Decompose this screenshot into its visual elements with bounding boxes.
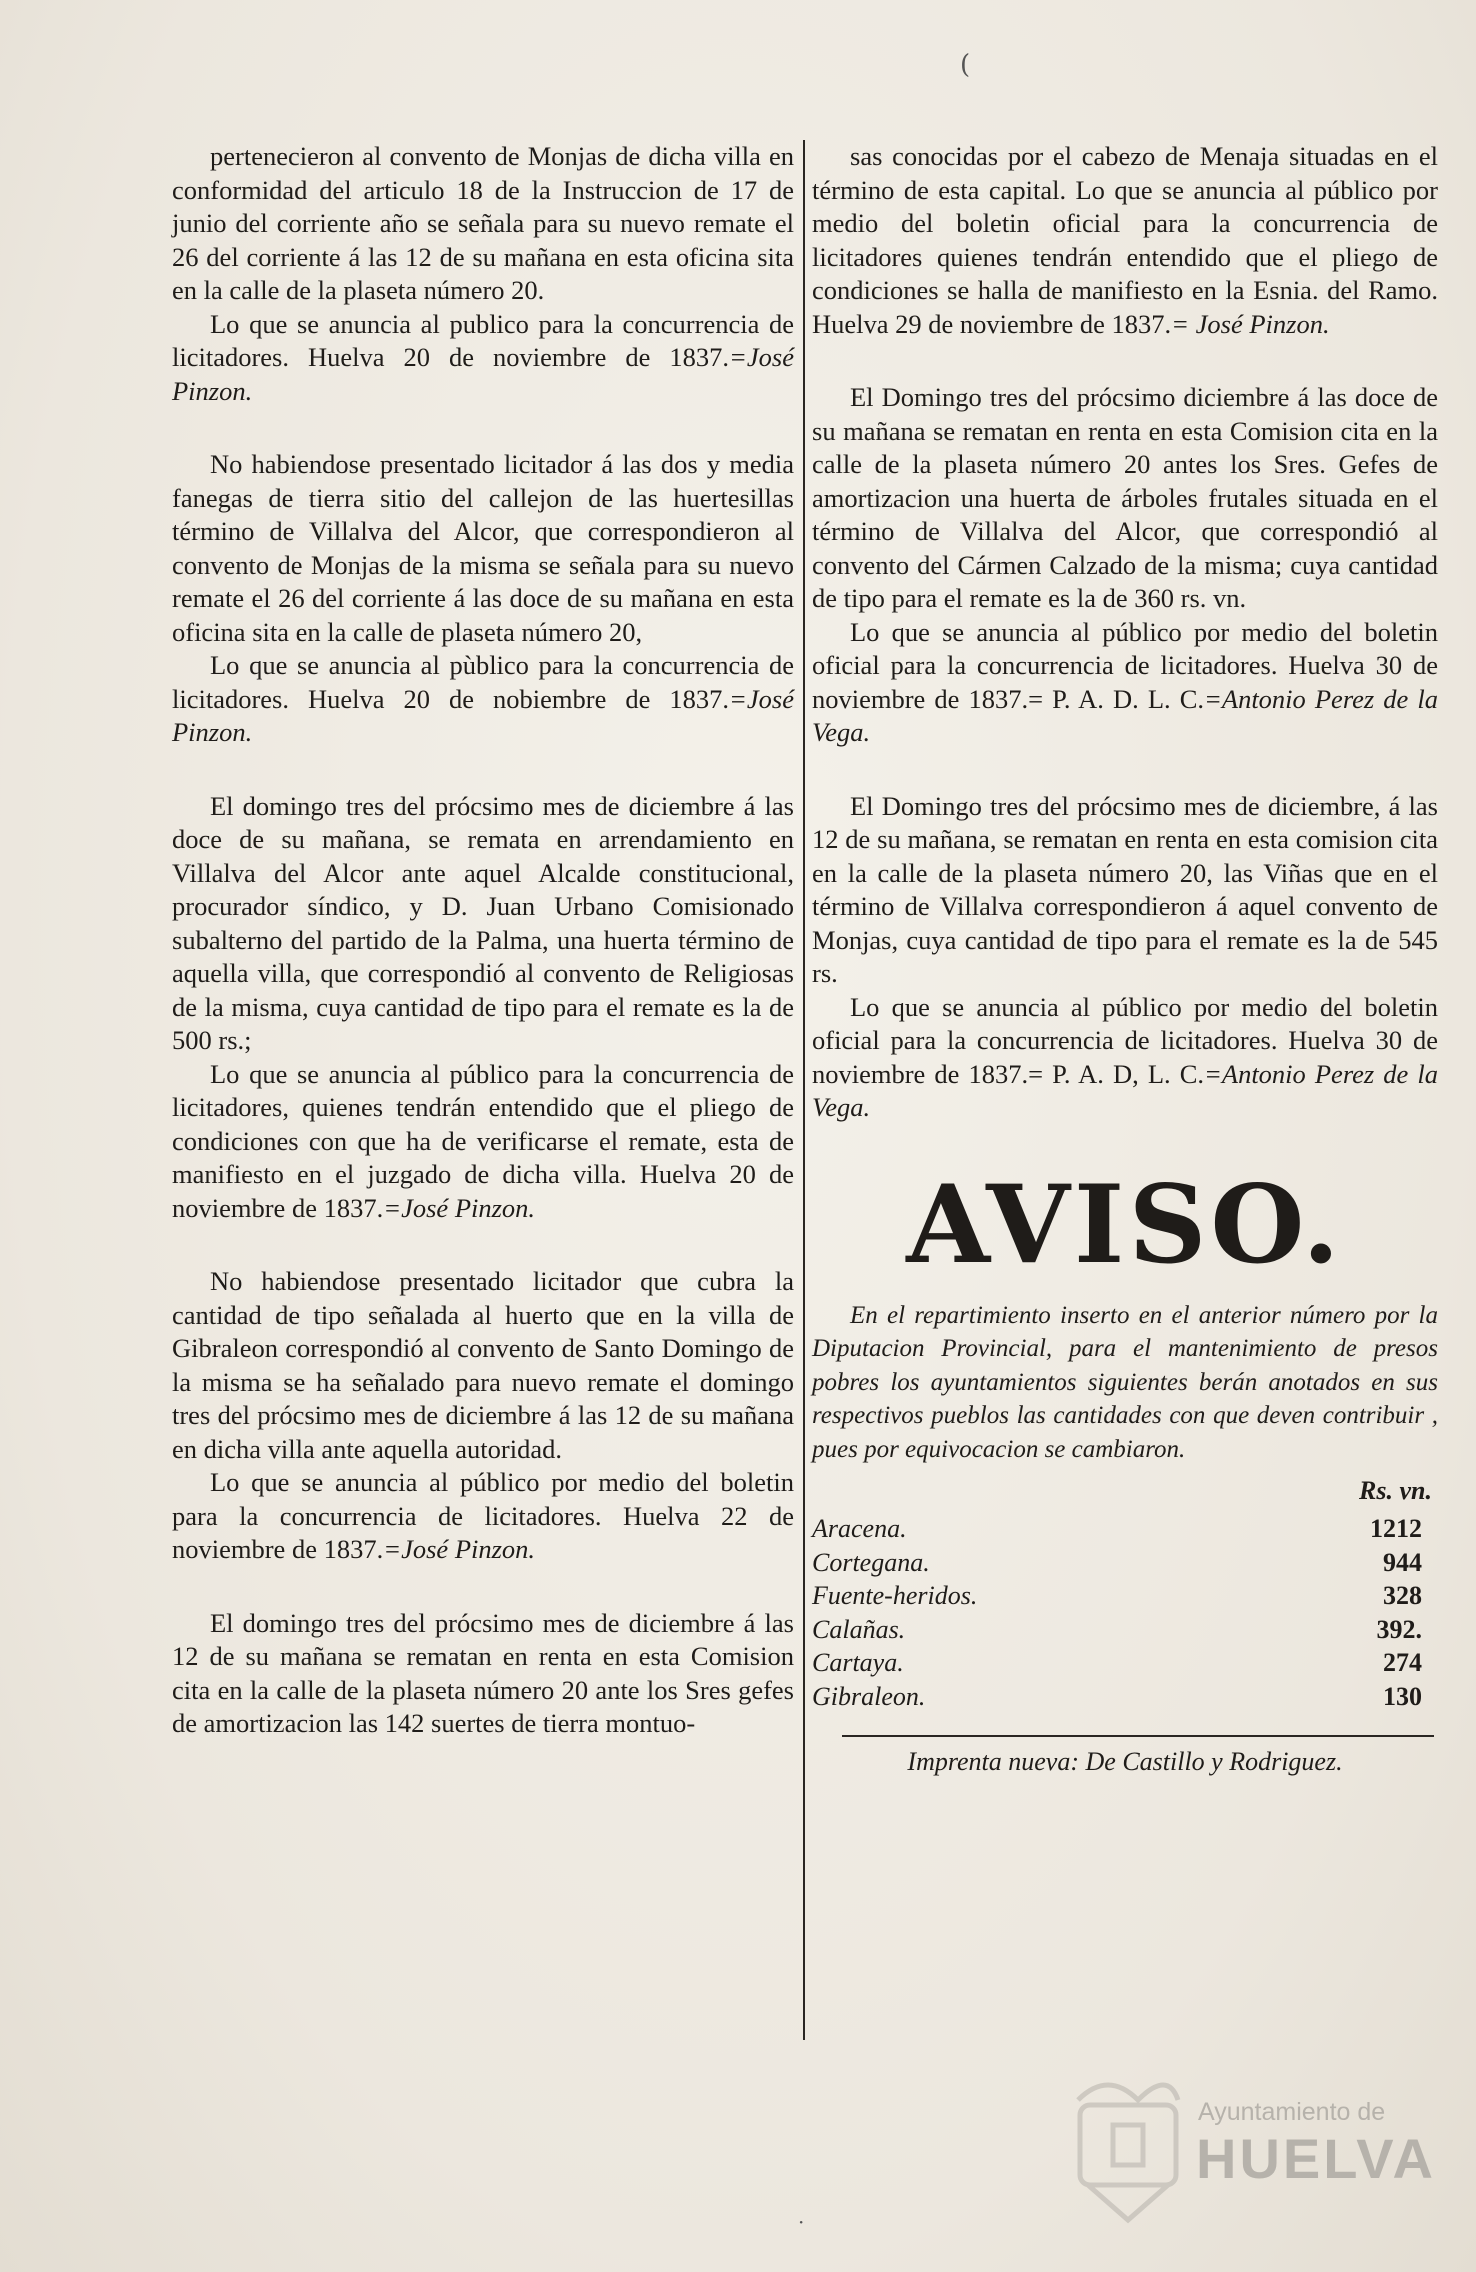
paragraph-text: Lo que se anuncia al publico para la concurrencia de licitadores. Huelva 20 de noviembre de 1837. <box>172 308 794 372</box>
signature: =Antonio Perez de la Vega. <box>812 683 1438 747</box>
notice-paragraph <box>172 140 794 308</box>
signature: =José Pinzon. <box>383 1534 536 1564</box>
notice-paragraph <box>812 616 1438 750</box>
contribution-table <box>812 1512 1432 1713</box>
town-name: Aracena. <box>812 1514 907 1543</box>
notice-paragraph <box>172 448 794 649</box>
aviso-text: En el repartimiento inserto en el anterior número por la Diputacion Provincial, para el mantenimiento de presos pobres los ayuntamientos siguientes berán anotados en sus respectivos pueblos las cantidades con que deven contribuir , pues por equivocacion se cambiaron. <box>812 1301 1438 1463</box>
town-name: Cartaya. <box>812 1648 904 1677</box>
paragraph-text: sas conocidas por el cabezo de Menaja situadas en el término de esta capital. Lo que se anuncia al público por medio del boletin oficial para la concurrencia de licitadores quienes tendrán entendido que el pliego de condiciones se halla de manifiesto en la Esnia. del Ramo. Huelva 29 de noviembre de 1837. <box>812 141 1438 339</box>
paragraph-text: Lo que se anuncia al público para la concurrencia de licitadores, quienes tendrán entendido que el pliego de condiciones con que ha de verificarse el remate, esta de manifiesto en el juzgado de dicha villa. Huelva 20 de noviembre de 1837. <box>172 1058 794 1223</box>
notice-paragraph <box>172 649 794 750</box>
footer-rule <box>842 1735 1434 1737</box>
left-column <box>172 140 794 1781</box>
paragraph-text: No habiendose presentado licitador á las dos y media fanegas de tierra sitio del callejon de las huertesillas término de Villalva del Alcor, que correspondieron al convento de Monjas de la misma se señala para su nuevo remate el 26 del corriente á las doce de su mañana en esta oficina sita en la calle de plaseta número 20, <box>172 449 794 647</box>
notice-paragraph <box>812 790 1438 991</box>
notice-paragraph <box>172 308 794 409</box>
top-mark: ( <box>960 50 971 80</box>
paragraph-text: Lo que se anuncia al público por medio del boletin oficial para la concurrencia de licitadores. Huelva 30 de noviembre de 1837.= P. A. D, L. C. <box>812 991 1438 1089</box>
signature: =José Pinzon. <box>172 683 794 747</box>
bottom-mark: · <box>798 2210 805 2234</box>
paragraph-text: Lo que se anuncia al público por medio del boletin oficial para la concurrencia de licitadores. Huelva 30 de noviembre de 1837.= P. A. D. L. C. <box>812 616 1438 714</box>
right_column-notice <box>812 140 1438 341</box>
notice-paragraph <box>812 991 1438 1125</box>
paragraph-text: pertenecieron al convento de Monjas de dicha villa en conformidad del articulo 18 de la Instruccion de 17 de junio del corriente año se señala para su nuevo remate el 26 del corriente á las 12 de su mañana en esta oficina sita en la calle de la plaseta número 20. <box>172 141 794 305</box>
town-name: Calañas. <box>812 1614 906 1644</box>
currency-header: Rs. vn. <box>1359 1476 1432 1505</box>
table-row <box>812 1680 1432 1714</box>
notice-paragraph <box>812 381 1438 616</box>
town-name: Gibraleon. <box>812 1681 926 1711</box>
notice-paragraph <box>812 140 1438 341</box>
paragraph-text: El domingo tres del prócsimo mes de diciembre á las 12 de su mañana se rematan en renta en esta Comision cita en la calle de la plaseta número 20 ante los Sres gefes de amortizacion las 142 suertes de tierra montuo- <box>172 1607 794 1738</box>
paragraph-text: Lo que se anuncia al pùblico para la concurrencia de licitadores. Huelva 20 de nobiembre de 1837. <box>172 650 794 714</box>
signature: =José Pinzon. <box>172 342 794 406</box>
left_column-notice <box>172 140 794 408</box>
signature: = José Pinzon. <box>1171 308 1330 339</box>
left_column-notice <box>172 1607 794 1741</box>
watermark-line1: Ayuntamiento de <box>1198 2098 1386 2126</box>
table-row <box>812 1546 1432 1580</box>
table-row <box>812 1579 1432 1613</box>
table-row <box>812 1512 1432 1546</box>
right_column-notice <box>812 790 1438 1125</box>
aviso-section <box>812 1161 1438 1779</box>
watermark-line2: HUELVA <box>1196 2127 1436 2190</box>
signature: =José Pinzon. <box>383 1192 536 1223</box>
imprint-line: Imprenta nueva: De Castillo y Rodriguez. <box>907 1747 1343 1776</box>
table-row <box>812 1613 1432 1647</box>
signature: =Antonio Perez de la Vega. <box>812 1058 1438 1122</box>
notice-paragraph <box>172 1466 794 1567</box>
paragraph-text: Lo que se anuncia al público por medio del boletin para la concurrencia de licitadores. Huelva 22 de noviembre de 1837. <box>172 1467 794 1564</box>
amount: 274 <box>1383 1648 1422 1677</box>
paragraph-text: El domingo tres del prócsimo mes de diciembre á las doce de su mañana, se remata en arrendamiento en Villalva del Alcor ante aquel Alcalde constitucional, procurador síndico, y D. Juan Urbano Comisionado subalterno del partido de la Palma, una huerta término de aquella villa, que correspondió al convento de Religiosas de la misma, cuya cantidad de tipo para el remate es la de 500 rs.; <box>172 790 794 1055</box>
amount: 944 <box>1383 1547 1422 1577</box>
paragraph-text: No habiendose presentado licitador que cubra la cantidad de tipo señalada al huerto que en la villa de Gibraleon correspondió al convento de Santo Domingo de la misma se ha señalado para nuevo remate el domingo tres del prócsimo mes de diciembre á las 12 de su mañana en dicha villa ante aquella autoridad. <box>172 1266 794 1464</box>
amount: 392. <box>1376 1614 1422 1644</box>
amount: 130 <box>1383 1681 1422 1711</box>
column-divider <box>803 140 805 2040</box>
left_column-notice <box>172 1265 794 1567</box>
town-name: Fuente-heridos. <box>812 1581 978 1610</box>
aviso-title: AVISO. <box>906 1161 1344 1288</box>
left_column-notice <box>172 790 794 1226</box>
town-name: Cortegana. <box>812 1547 930 1577</box>
paragraph-text: El Domingo tres del prócsimo diciembre á las doce de su mañana se rematan en renta en esta Comision cita en la calle de la plaseta número 20 antes los Sres. Gefes de amortizacion una huerta de árboles frutales situada en el término de Villalva del Alcor, que correspondió al convento del Cármen Calzado de la misma; cuya cantidad de tipo para el remate es la de 360 rs. vn. <box>812 382 1438 613</box>
notice-paragraph <box>172 1607 794 1741</box>
table-row <box>812 1646 1432 1680</box>
notice-paragraph <box>172 1265 794 1466</box>
notice-paragraph <box>172 790 794 1058</box>
paragraph-text: El Domingo tres del prócsimo mes de diciembre, á las 12 de su mañana, se rematan en renta en esta comision cita en la calle de la plaseta número 20, las Viñas que en el término de Villalva correspondieron á aquel convento de Monjas, cuya cantidad de tipo para el remate es la de 545 rs. <box>812 790 1438 988</box>
right-notices <box>812 140 1438 1125</box>
notice-paragraph <box>172 1058 794 1226</box>
right-column <box>812 140 1438 1779</box>
amount: 1212 <box>1370 1514 1422 1543</box>
left_column-notice <box>172 448 794 750</box>
right_column-notice <box>812 381 1438 750</box>
amount: 328 <box>1383 1581 1422 1610</box>
